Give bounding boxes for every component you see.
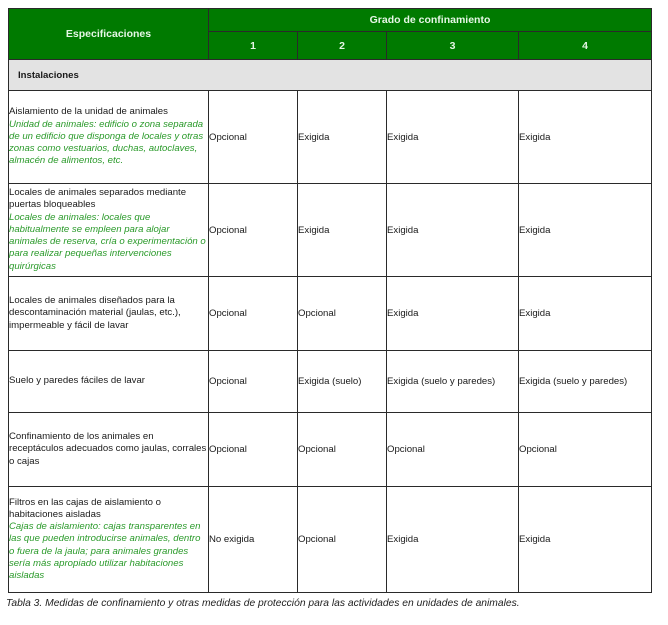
- table-row: [9, 351, 652, 413]
- spec-title: Locales de animales separados mediante puertas bloqueables: [9, 187, 187, 211]
- spec-cell: [9, 351, 209, 413]
- value-level-2: Opcional: [298, 487, 387, 593]
- value-level-4: Exigida: [519, 487, 652, 593]
- value-level-4: Exigida: [519, 91, 652, 184]
- value-level-3: Exigida: [387, 487, 519, 593]
- value-level-2: Opcional: [298, 413, 387, 487]
- value-level-1: Opcional: [209, 413, 298, 487]
- spec-note: Unidad de animales: edificio o zona separada de un edificio que disponga de locales y otras zonas como vestuarios, duchas, autoclaves, almacén de alimentos, etc.: [9, 118, 204, 167]
- spec-title: Suelo y paredes fáciles de lavar: [9, 375, 145, 387]
- value-level-1: Opcional: [209, 91, 298, 184]
- spec-cell: [9, 413, 209, 487]
- value-level-1: Opcional: [209, 184, 298, 277]
- value-level-1: No exigida: [209, 487, 298, 593]
- value-level-3: Opcional: [387, 413, 519, 487]
- value-level-2: Exigida: [298, 91, 387, 184]
- header-confinement-grade: Grado de confinamiento: [209, 9, 652, 32]
- spec-cell: [9, 277, 209, 351]
- value-level-2: Opcional: [298, 277, 387, 351]
- table-row: [9, 184, 652, 277]
- spec-title: Aislamiento de la unidad de animales: [9, 106, 168, 118]
- value-level-3: Exigida (suelo y paredes): [387, 351, 519, 413]
- header-level-4: 4: [519, 32, 652, 60]
- header-level-2: 2: [298, 32, 387, 60]
- value-level-1: Opcional: [209, 277, 298, 351]
- confinement-table: [8, 8, 652, 593]
- table-row: [9, 91, 652, 184]
- value-level-2: Exigida (suelo): [298, 351, 387, 413]
- value-level-4: Exigida (suelo y paredes): [519, 351, 652, 413]
- value-level-3: Exigida: [387, 91, 519, 184]
- spec-title: Locales de animales diseñados para la descontaminación material (jaulas, etc.), impermeable y fácil de lavar: [9, 295, 181, 331]
- spec-cell: [9, 184, 209, 277]
- spec-title: Confinamiento de los animales en receptáculos adecuados como jaulas, corrales o cajas: [9, 431, 207, 467]
- table-row: [9, 487, 652, 593]
- value-level-4: Opcional: [519, 413, 652, 487]
- table-row: [9, 413, 652, 487]
- value-level-1: Opcional: [209, 351, 298, 413]
- spec-cell: [9, 487, 209, 593]
- value-level-2: Exigida: [298, 184, 387, 277]
- spec-note: Cajas de aislamiento: cajas transparentes en las que pueden introducirse animales, dentro o fuera de la jaula; para animales grandes sería más apropiado utilizar habitaciones aisladas: [9, 521, 201, 581]
- spec-note: Locales de animales: locales que habitualmente se empleen para alojar animales de reserva, cría o experimentación o para realizar pequeñas intervenciones quirúrgicas: [9, 211, 206, 272]
- spec-title: Filtros en las cajas de aislamiento o habitaciones aisladas: [9, 496, 161, 520]
- header-level-1: 1: [209, 32, 298, 60]
- header-specifications: Especificaciones: [9, 9, 209, 60]
- value-level-3: Exigida: [387, 184, 519, 277]
- table-caption: Tabla 3. Medidas de confinamiento y otras medidas de protección para las actividades en unidades de animales.: [6, 598, 520, 609]
- header-level-3: 3: [387, 32, 519, 60]
- section-installations: Instalaciones: [9, 60, 652, 91]
- value-level-3: Exigida: [387, 277, 519, 351]
- value-level-4: Exigida: [519, 277, 652, 351]
- table-row: [9, 277, 652, 351]
- value-level-4: Exigida: [519, 184, 652, 277]
- spec-cell: [9, 91, 209, 184]
